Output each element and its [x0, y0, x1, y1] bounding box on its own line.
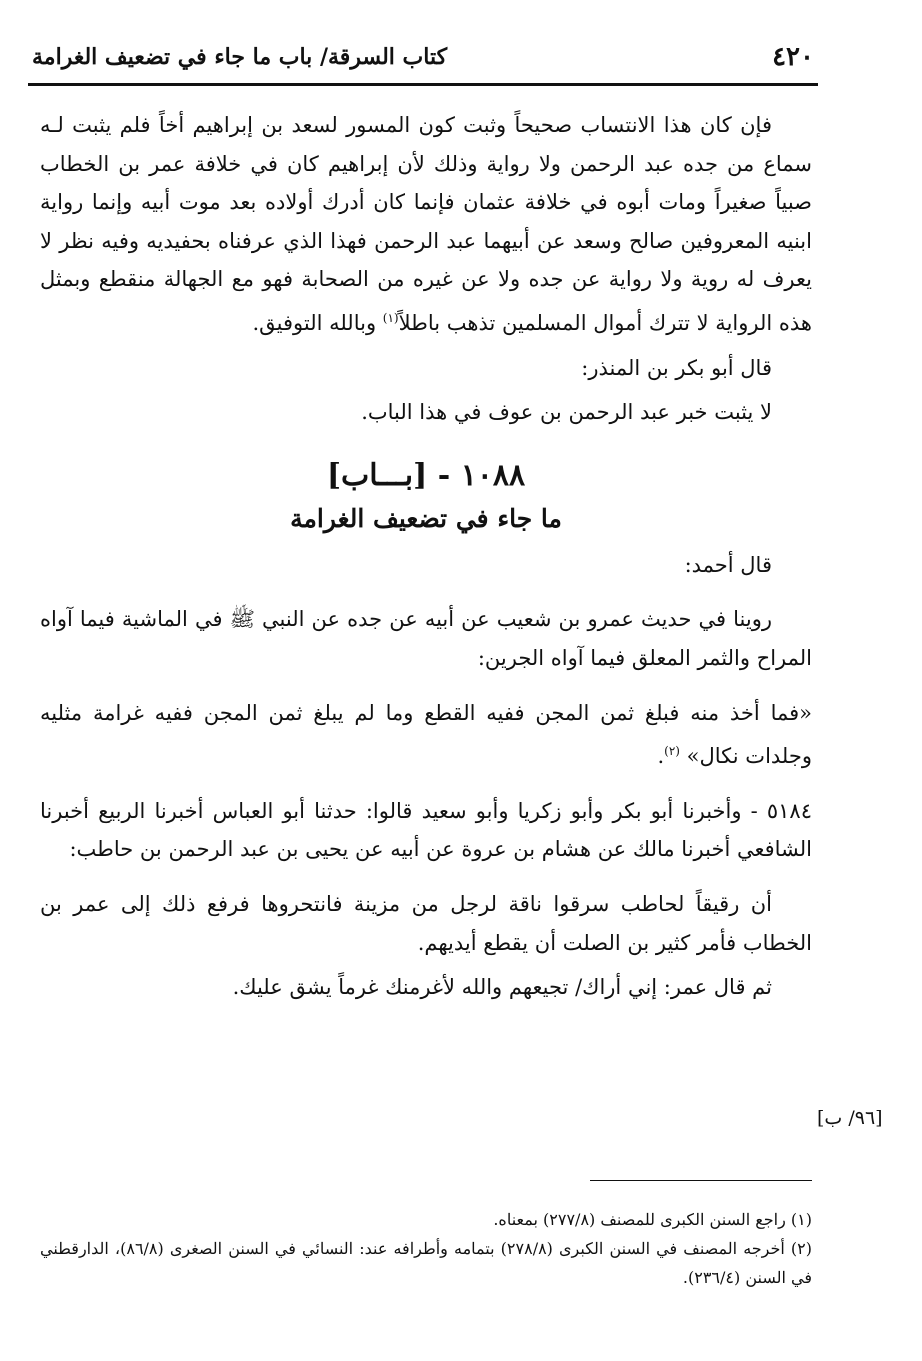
paragraph-3: لا يثبت خبر عبد الرحمن بن عوف في هذا الباب.: [361, 400, 772, 425]
footnote-marker-2: (٢): [664, 744, 680, 759]
page-number: ٤٢٠: [772, 42, 814, 72]
paragraph-6-text: «فما أخذ منه فبلغ ثمن المجن ففيه القطع وما لم يبلغ ثمن المجن ففيه غرامة مثليه وجلدات نكال»: [40, 700, 812, 769]
main-text: [40, 106, 812, 1007]
header-rule: [28, 83, 818, 86]
footnote-marker-1: (١): [382, 310, 399, 325]
page-header: [28, 38, 818, 86]
paragraph-5: روينا في حديث عمرو بن شعيب عن أبيه عن جده عن النبي ﷺ في الماشية فيما آواه المراح والثمر المعلق فيما آواه الجرين:: [40, 607, 812, 670]
paragraph-9: ثم قال عمر: إني أراك/ تجيعهم والله لأغرمنك غرماً يشق عليك.: [232, 975, 772, 1000]
footnote-rule: [590, 1180, 812, 1181]
paragraph-6: «فما أخذ منه فبلغ ثمن المجن ففيه القطع وما لم يبلغ ثمن المجن ففيه غرامة مثليه وجلدات نكال» $^{(٢)}$.: [40, 700, 812, 769]
running-title: كتاب السرقة/ باب ما جاء في تضعيف الغرامة: [32, 44, 448, 70]
chapter-title: ما جاء في تضعيف الغرامة: [290, 503, 562, 533]
paragraph-7: ٥١٨٤ - وأخبرنا أبو بكر وأبو زكريا وأبو سعيد قالوا: حدثنا أبو العباس أخبرنا الربيع أخبرنا الشافعي أخبرنا مالك عن هشام بن عروة عن أبيه عن يحيى بن عبد الرحمن بن حاطب:: [40, 798, 812, 862]
footnote-1: (١) راجع السنن الكبرى للمصنف (٢٧٧/٨) بمعناه.: [493, 1210, 812, 1229]
paragraph-1-text: فإن كان هذا الانتساب صحيحاً وثبت كون المسور لسعد بن إبراهيم أخاً فلم يثبت لـه سماع من جده عبد الرحمن ولا رواية وذلك لأن إبراهيم كان في خلافة عمر بن الخطاب صبياً صغيراً ومات أبوه في خلافة عثمان فإنما كان أدرك أولاده بعد موت أبيه وإنما رواية ابنيه المعروفين صالح وسعد عن أبيهما عبد الرحمن فهذا الذي عرفناه بحفيديه وفيه نظر لا يعرف له روية ولا رواية عن جده ولا عن غيره من الصحابة فهو مع الجهالة منقطع وبمثل هذه الرواية لا تترك أموال المسلمين تذهب باطلاً: [40, 113, 812, 335]
paragraph-4: قال أحمد:: [684, 552, 772, 577]
paragraph-1-end: وبالله التوفيق.: [252, 310, 377, 335]
footnote-2: (٢) أخرجه المصنف في السنن الكبرى (٢٧٨/٨) بتمامه وأطرافه عند: النسائي في السنن الصغرى (٨٦/٨)، الدارقطني في السنن (٢٣٦/٤).: [40, 1239, 813, 1287]
paragraph-1: [40, 106, 812, 343]
manuscript-folio-note: [٩٦/ ب]: [817, 1107, 883, 1129]
footnotes: [40, 1205, 812, 1292]
paragraph-2: قال أبو بكر بن المنذر:: [581, 355, 772, 380]
chapter-number: ١٠٨٨ - [بـــاب]: [326, 457, 526, 493]
paragraph-8: أن رقيقاً لحاطب سرقوا ناقة لرجل من مزينة فانتحروها فرفع ذلك إلى عمر بن الخطاب فأمر كثير بن الصلت أن يقطع أيديهم.: [40, 891, 812, 955]
